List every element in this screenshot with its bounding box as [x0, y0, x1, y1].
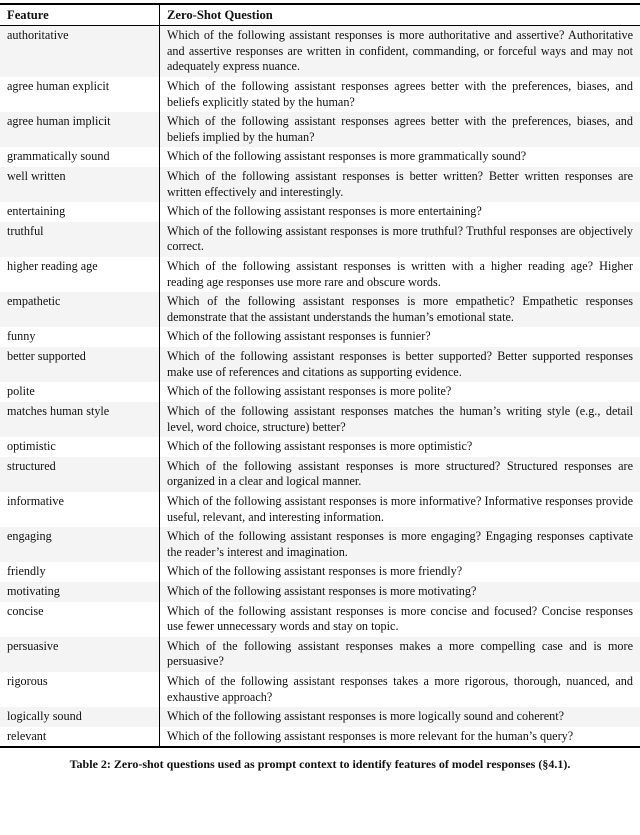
question-cell: Which of the following assistant responses is more polite? — [167, 384, 452, 399]
feature-cell: well written — [0, 167, 160, 202]
question-cell: Which of the following assistant responses is better written? Better written responses are written effectively and interestingly. — [167, 168, 633, 199]
feature-cell: empathetic — [0, 292, 160, 327]
question-cell: Which of the following assistant responses matches the human’s writing style (e.g., detail level, word choice, structure) better? — [167, 403, 633, 434]
feature-cell: logically sound — [0, 707, 160, 727]
question-cell: Which of the following assistant responses is more friendly? — [167, 564, 463, 579]
question-cell: Which of the following assistant responses agrees better with the preferences, biases, and beliefs explicitly stated by the human? — [167, 78, 633, 109]
question-column-header: Zero-Shot Question — [160, 4, 640, 26]
feature-cell: funny — [0, 327, 160, 347]
table-row — [0, 727, 640, 748]
table-caption-text: Zero-shot questions used as prompt context to identify features of model responses (§4.1). — [113, 757, 571, 772]
feature-cell: optimistic — [0, 437, 160, 457]
question-cell: Which of the following assistant responses is more entertaining? — [167, 204, 482, 219]
feature-cell: relevant — [0, 727, 160, 748]
table-row — [0, 77, 640, 112]
table-row — [0, 582, 640, 602]
question-cell: Which of the following assistant responses is more structured? Structured responses are organized in a clear and logical manner. — [167, 458, 633, 489]
table-row — [0, 492, 640, 527]
feature-cell: truthful — [0, 222, 160, 257]
table-row — [0, 672, 640, 707]
table-body — [0, 26, 640, 748]
feature-cell: polite — [0, 382, 160, 402]
question-cell: Which of the following assistant responses is better supported? Better supported responses make use of references and citations as supporting evidence. — [167, 349, 633, 379]
question-cell: Which of the following assistant responses is more concise and focused? Concise responses use fewer unnecessary words and stay on topic. — [167, 603, 633, 634]
question-cell: Which of the following assistant responses agrees better with the preferences, biases, and beliefs implied by the human? — [167, 114, 633, 144]
feature-cell: engaging — [0, 527, 160, 562]
table-row — [0, 257, 640, 292]
feature-cell: entertaining — [0, 202, 160, 222]
table-header — [0, 4, 640, 26]
feature-cell: grammatically sound — [0, 147, 160, 167]
feature-cell: concise — [0, 602, 160, 637]
feature-cell: agree human implicit — [0, 112, 160, 147]
table-row — [0, 527, 640, 562]
table-row — [0, 562, 640, 582]
table-row — [0, 147, 640, 167]
feature-cell: motivating — [0, 582, 160, 602]
feature-cell: higher reading age — [0, 257, 160, 292]
table-row — [0, 167, 640, 202]
question-cell: Which of the following assistant responses is more relevant for the human’s query? — [167, 728, 574, 743]
question-cell: Which of the following assistant responses is more authoritative and assertive? Authoritative and assertive responses are written in confident, commanding, or forceful ways and may not adequately express nuance. — [167, 28, 633, 74]
table-row — [0, 382, 640, 402]
question-cell: Which of the following assistant responses is more informative? Informative responses provide useful, relevant, and interesting information. — [167, 493, 633, 524]
table-caption-label: Table 2: — [69, 757, 111, 772]
table-row — [0, 112, 640, 147]
table-row — [0, 327, 640, 347]
table-row — [0, 637, 640, 672]
question-cell: Which of the following assistant responses makes a more compelling case and is more persuasive? — [167, 638, 633, 669]
question-cell: Which of the following assistant responses is more engaging? Engaging responses captivate the reader’s interest and imagination. — [167, 529, 633, 559]
feature-column-header: Feature — [0, 4, 160, 26]
feature-cell: agree human explicit — [0, 77, 160, 112]
question-cell: Which of the following assistant responses is funnier? — [167, 329, 431, 344]
feature-cell: authoritative — [0, 26, 160, 77]
table-row — [0, 602, 640, 637]
feature-cell: informative — [0, 492, 160, 527]
question-cell: Which of the following assistant responses is more grammatically sound? — [167, 149, 527, 164]
question-cell: Which of the following assistant responses takes a more rigorous, thorough, nuanced, and exhaustive approach? — [167, 674, 633, 704]
table-row — [0, 222, 640, 257]
question-cell: Which of the following assistant responses is more optimistic? — [167, 439, 473, 454]
table-row — [0, 26, 640, 77]
table-row — [0, 457, 640, 492]
features-table — [0, 3, 640, 748]
table-row — [0, 707, 640, 727]
table-row — [0, 437, 640, 457]
question-cell: Which of the following assistant responses is written with a higher reading age? Higher reading age responses use more rare and obscure words. — [167, 259, 633, 289]
feature-cell: better supported — [0, 347, 160, 382]
question-cell: Which of the following assistant responses is more logically sound and coherent? — [167, 709, 565, 724]
question-cell: Which of the following assistant responses is more truthful? Truthful responses are objectively correct. — [167, 223, 633, 254]
feature-cell: rigorous — [0, 672, 160, 707]
table-row — [0, 202, 640, 222]
table-row — [0, 347, 640, 382]
table-row — [0, 292, 640, 327]
table-caption — [0, 757, 640, 773]
question-cell: Which of the following assistant responses is more motivating? — [167, 584, 477, 598]
feature-cell: persuasive — [0, 637, 160, 672]
question-cell: Which of the following assistant responses is more empathetic? Empathetic responses demonstrate that the assistant understands the human’s emotional state. — [167, 294, 633, 324]
feature-cell: friendly — [0, 562, 160, 582]
header-row — [0, 4, 640, 26]
table-row — [0, 402, 640, 437]
feature-cell: structured — [0, 457, 160, 492]
feature-cell: matches human style — [0, 402, 160, 437]
